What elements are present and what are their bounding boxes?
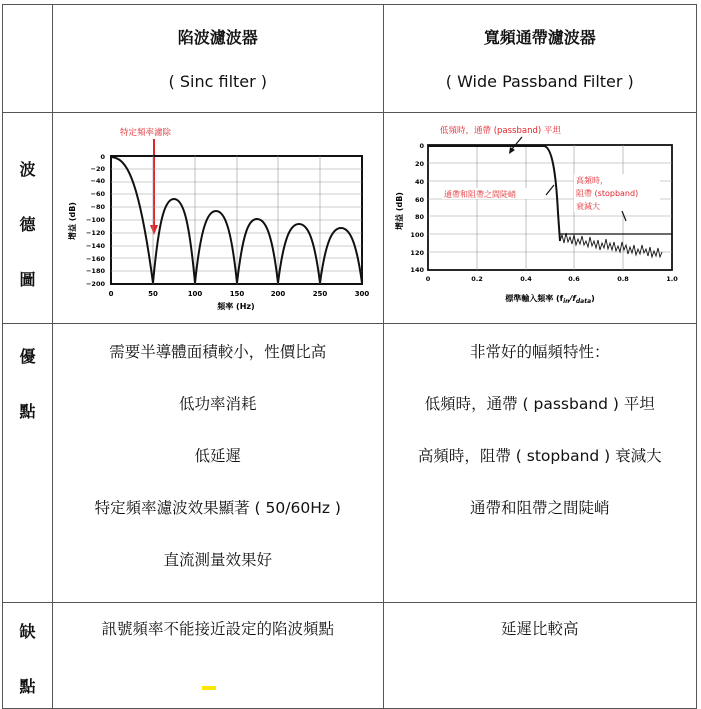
sinc-x-label: 頻率 (Hz)	[217, 302, 255, 311]
disadvantage-item: 延遲比較高	[501, 620, 579, 638]
wide-subtitle: ( Wide Passband Filter )	[445, 72, 634, 91]
sinc-grid	[111, 156, 362, 284]
row-label-char: 點	[19, 677, 36, 696]
advantage-item: 需要半導體面積較小，性價比高	[109, 343, 327, 361]
y-tick: −160	[86, 255, 106, 263]
y-tick: 100	[409, 231, 424, 239]
wide-annotation-top: 低頻時，通帶 (passband) 平坦	[439, 126, 561, 136]
x-tick: 1.0	[665, 275, 678, 283]
wide-chart-cell	[383, 113, 696, 324]
x-tick: 50	[148, 290, 158, 298]
wide-x-label: 標準輸入頻率 $(f_{in}/f_{data})$	[504, 294, 595, 305]
y-tick: 80	[414, 213, 424, 221]
row-label-advantages	[3, 324, 53, 603]
y-tick: −80	[90, 203, 106, 211]
x-tick: 0	[425, 275, 430, 283]
annotation-pointer	[546, 185, 554, 195]
y-tick: −20	[90, 165, 106, 173]
row-label-char: 德	[19, 215, 36, 234]
y-tick: 140	[409, 266, 424, 274]
y-tick: −100	[86, 216, 106, 224]
y-tick: −140	[86, 242, 106, 250]
row-label-waveform	[3, 113, 53, 324]
wide-bode-chart	[384, 113, 697, 319]
x-tick: 0.4	[519, 275, 532, 283]
sinc-subtitle: ( Sinc filter )	[168, 72, 268, 91]
sinc-bode-chart	[53, 113, 383, 319]
x-tick: 0.6	[567, 275, 580, 283]
x-tick: 300	[354, 290, 370, 298]
x-tick: 0.8	[616, 275, 629, 283]
row-label-disadvantages	[3, 603, 53, 709]
pointer-head	[509, 147, 515, 154]
header-sinc	[53, 5, 383, 113]
wide-y-label: 增益 (dB)	[394, 192, 404, 230]
wide-advantages	[383, 324, 696, 603]
x-tick: 200	[270, 290, 286, 298]
comparison-table	[2, 4, 697, 709]
advantage-item: 低功率消耗	[179, 395, 257, 413]
advantage-item: 高頻時，阻帶 ( stopband ) 衰減大	[417, 447, 662, 465]
wide-y-ticks	[410, 142, 424, 274]
header-wide	[383, 5, 696, 113]
sinc-y-label: 增益 (dB)	[68, 202, 78, 240]
y-tick: 0	[419, 142, 424, 150]
stopband-noise	[560, 233, 662, 257]
y-tick: 60	[414, 196, 424, 204]
advantage-item: 通帶和阻帶之間陡峭	[470, 499, 610, 517]
y-tick: 20	[414, 160, 424, 168]
row-label-char: 優	[19, 347, 36, 366]
disadvantage-item: 訊號頻率不能接近設定的陷波頻點	[101, 620, 335, 638]
x-tick: 250	[312, 290, 328, 298]
advantage-item: 直流測量效果好	[163, 551, 273, 569]
advantage-item: 非常好的幅頻特性：	[470, 343, 610, 361]
wide-annotation-right-3: 衰減大	[575, 202, 600, 211]
row-label-char: 缺	[19, 622, 36, 641]
sinc-advantages	[53, 324, 383, 603]
advantage-item: 特定頻率濾波效果顯著 ( 50/60Hz )	[94, 499, 341, 517]
y-tick: 120	[409, 249, 424, 257]
sinc-annotation: 特定頻率濾除	[120, 128, 172, 138]
sinc-disadvantages	[53, 603, 383, 709]
sinc-y-ticks	[86, 153, 105, 288]
x-tick: 0.2	[470, 275, 483, 283]
y-tick: −120	[86, 229, 106, 237]
x-tick: 0	[108, 290, 114, 298]
annotation-pointer	[512, 137, 522, 149]
wide-annotation-right-1: 高頻時，	[575, 176, 608, 185]
arrow-head	[150, 225, 158, 235]
wide-annotation-right-2: 阻帶 (stopband)	[575, 189, 638, 198]
wide-title: 寬頻通帶濾波器	[483, 28, 596, 47]
sinc-x-ticks	[109, 290, 370, 298]
y-tick: −200	[86, 280, 106, 288]
sinc-title: 陷波濾波器	[177, 28, 258, 47]
row-label-char: 圖	[19, 270, 36, 289]
corner-cell	[3, 5, 53, 113]
wide-annotation-left: 通帶和阻帶之間陡峭	[443, 190, 516, 199]
row-label-char: 波	[19, 160, 36, 179]
wide-disadvantages	[383, 603, 696, 709]
row-label-char: 點	[19, 402, 36, 421]
advantage-item: 低頻時，通帶 ( passband ) 平坦	[424, 395, 655, 413]
highlight-mark	[202, 686, 216, 690]
x-tick: 150	[229, 290, 245, 298]
sinc-chart-cell	[53, 113, 383, 324]
x-tick: 100	[187, 290, 203, 298]
y-tick: −40	[90, 177, 106, 185]
y-tick: −180	[86, 267, 106, 275]
advantage-item: 低延遲	[194, 447, 242, 465]
y-tick: 40	[414, 178, 424, 186]
wide-x-ticks	[425, 275, 677, 283]
y-tick: −60	[90, 190, 106, 198]
y-tick: 0	[100, 153, 106, 161]
